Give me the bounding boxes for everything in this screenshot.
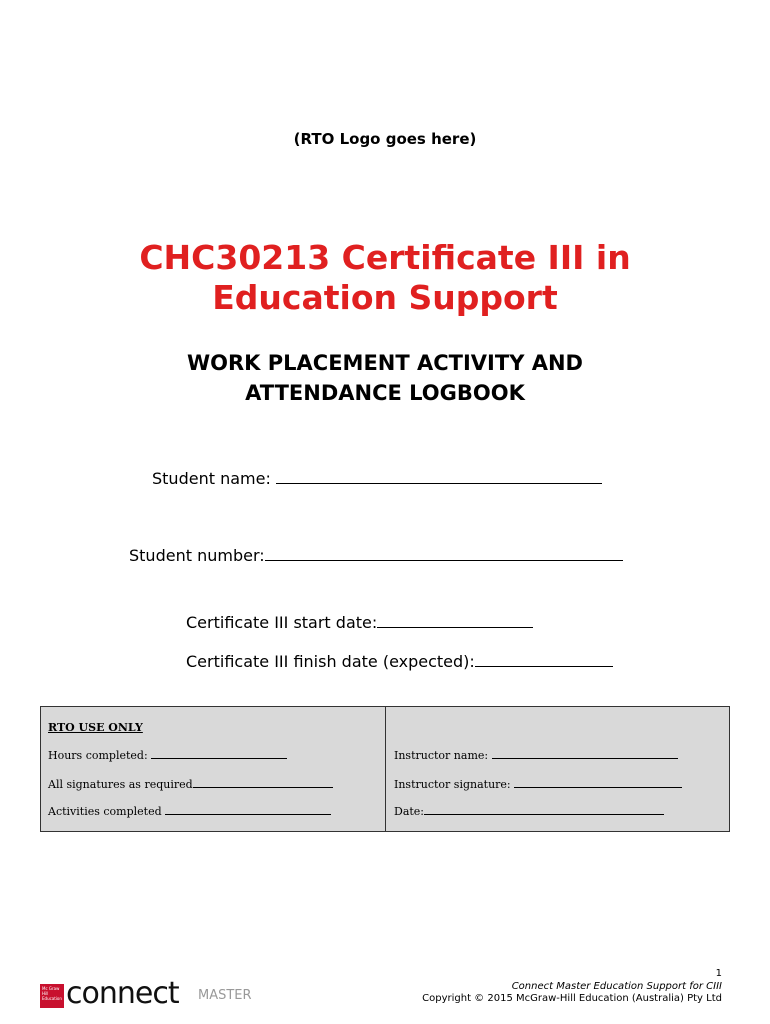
page-number: 1 xyxy=(715,968,722,979)
hours-completed-field[interactable] xyxy=(48,748,287,762)
copyright-notice: Copyright © 2015 McGraw-Hill Education (Australia) Pty Ltd xyxy=(422,993,722,1004)
connect-brand: connect xyxy=(66,976,179,1011)
title-line-1: CHC30213 Certificate III in xyxy=(139,238,631,277)
date-blank[interactable] xyxy=(424,804,664,815)
instructor-name-field[interactable] xyxy=(394,748,678,762)
instructor-signature-label: Instructor signature: xyxy=(394,778,515,791)
subtitle-line-2: ATTENDANCE LOGBOOK xyxy=(245,381,525,405)
hours-completed-blank[interactable] xyxy=(151,748,287,759)
activities-completed-field[interactable] xyxy=(48,804,331,818)
finish-date-blank[interactable] xyxy=(475,651,613,667)
master-brand: MASTER xyxy=(198,988,252,1003)
title-line-2: Education Support xyxy=(212,278,558,317)
rto-logo-placeholder: (RTO Logo goes here) xyxy=(293,130,477,148)
signatures-label: All signatures as required xyxy=(48,778,193,791)
certificate-title xyxy=(0,238,770,318)
rto-use-heading: RTO USE ONLY xyxy=(48,721,143,734)
mcgraw-hill-logo: Mc Graw Hill Education xyxy=(40,984,64,1008)
date-field[interactable] xyxy=(394,804,664,818)
finish-date-field[interactable] xyxy=(186,651,613,671)
rto-box-divider xyxy=(385,707,386,831)
student-number-label: Student number: xyxy=(129,546,265,565)
subtitle-line-1: WORK PLACEMENT ACTIVITY AND xyxy=(187,351,583,375)
student-name-label: Student name: xyxy=(152,469,276,488)
instructor-name-blank[interactable] xyxy=(492,748,678,759)
start-date-field[interactable] xyxy=(186,612,533,632)
logbook-subtitle xyxy=(0,348,770,408)
date-label: Date: xyxy=(394,805,425,818)
student-name-field[interactable] xyxy=(152,468,602,488)
student-name-blank[interactable] xyxy=(276,468,602,484)
student-number-blank[interactable] xyxy=(265,545,623,561)
signatures-field[interactable] xyxy=(48,777,333,791)
start-date-blank[interactable] xyxy=(377,612,533,628)
instructor-signature-blank[interactable] xyxy=(514,777,682,788)
hours-completed-label: Hours completed: xyxy=(48,749,152,762)
activities-completed-blank[interactable] xyxy=(165,804,331,815)
activities-completed-label: Activities completed xyxy=(48,805,166,818)
rto-use-box xyxy=(40,706,730,832)
signatures-blank[interactable] xyxy=(193,777,333,788)
instructor-name-label: Instructor name: xyxy=(394,749,492,762)
publication-name: Connect Master Education Support for CIII xyxy=(511,981,722,992)
start-date-label: Certificate III start date: xyxy=(186,613,378,632)
finish-date-label: Certificate III finish date (expected): xyxy=(186,652,475,671)
instructor-signature-field[interactable] xyxy=(394,777,682,791)
student-number-field[interactable] xyxy=(129,545,623,565)
